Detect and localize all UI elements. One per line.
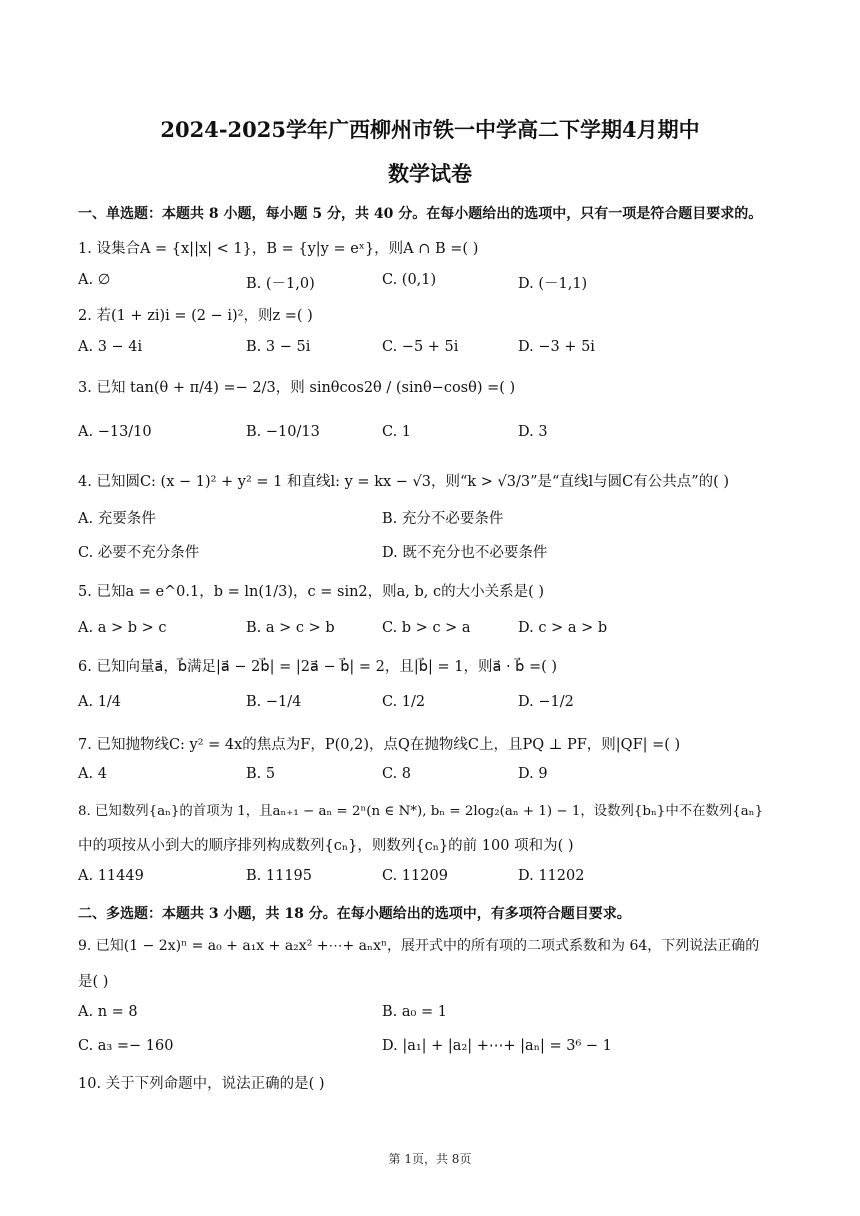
question-4-stem: 4. 已知圆C: (x − 1)² + y² = 1 和直线l: y = kx − √3，则“k > √3/3”是“直线l与圆C有公共点”的( ) [78,474,730,490]
question-6-option-c: C. 1/2 [382,694,426,710]
exam-subtitle: 数学试卷 [388,161,472,186]
question-8-option-c: C. 11209 [382,868,448,884]
question-10-stem: 10. 关于下列命题中，说法正确的是( ) [78,1076,325,1092]
question-9-option-b: B. a₀ = 1 [382,1004,447,1020]
question-4-option-a: A. 充要条件 [78,511,156,527]
question-7-option-a: A. 4 [78,766,107,782]
question-1-option-d: D. (－1,1) [518,276,588,292]
question-2-option-a: A. 3 − 4i [78,339,143,355]
question-6-option-a: A. 1/4 [78,694,122,710]
question-1-option-c: C. (0,1) [382,272,437,288]
exam-title: 2024-2025学年广西柳州市铁一中学高二下学期4月期中 [160,117,700,142]
question-2-option-d: D. −3 + 5i [518,339,595,355]
question-4-option-c: C. 必要不充分条件 [78,545,200,561]
question-5-option-a: A. a > b > c [78,620,167,636]
question-9-option-a: A. n = 8 [78,1004,138,1020]
question-3-option-a: A. −13/10 [78,424,152,440]
question-8-option-d: D. 11202 [518,868,585,884]
question-8-stem-continued: 中的项按从小到大的顺序排列构成数列{cₙ}，则数列{cₙ}的前 100 项和为( ) [78,838,574,854]
question-5-stem: 5. 已知a = e^0.1，b = ln(1/3)，c = sin2，则a, b, c的大小关系是( ) [78,584,545,600]
question-4-option-b: B. 充分不必要条件 [382,511,504,527]
question-1-option-a: A. ∅ [78,272,111,288]
question-3-option-c: C. 1 [382,424,412,440]
question-1-stem: 1. 设集合A = {x||x| < 1}，B = {y|y = eˣ}，则A ∩ B =( ) [78,241,479,257]
question-6-option-d: D. −1/2 [518,694,574,710]
question-2-stem: 2. 若(1 + zi)i = (2 − i)²，则z =( ) [78,308,313,324]
question-9-option-c: C. a₃ =− 160 [78,1038,174,1054]
question-8-stem: 8. 已知数列{aₙ}的首项为 1，且aₙ₊₁ − aₙ = 2ⁿ(n ∈ N*), bₙ = 2log₂(aₙ + 1) − 1，设数列{bₙ}中不在数列{aₙ} [78,804,764,819]
question-3-stem: 3. 已知 tan(θ + π/4) =− 2/3，则 sinθcos2θ / (sinθ−cosθ) =( ) [78,380,516,396]
question-5-option-d: D. c > a > b [518,620,608,636]
question-2-option-c: C. −5 + 5i [382,339,459,355]
question-6-stem: 6. 已知向量a⃗，b⃗满足|a⃗ − 2b⃗| = |2a⃗ − b⃗| = 2，且|b⃗| = 1，则a⃗ · b⃗ =( ) [78,659,558,675]
question-9-stem-continued: 是( ) [78,974,109,990]
question-7-stem: 7. 已知抛物线C: y² = 4x的焦点为F，P(0,2)，点Q在抛物线C上，且PQ ⊥ PF，则|QF| =( ) [78,737,681,753]
question-5-option-c: C. b > c > a [382,620,471,636]
section-multiple-choice-header: 二、多选题：本题共 3 小题，共 18 分。在每小题给出的选项中，有多项符合题目要求。 [78,906,631,922]
question-1-option-b: B. (－1,0) [246,276,315,292]
question-4-option-d: D. 既不充分也不必要条件 [382,545,548,561]
question-3-option-b: B. −10/13 [246,424,320,440]
page-footer: 第 1页，共 8页 [388,1152,472,1166]
question-5-option-b: B. a > c > b [246,620,335,636]
question-7-option-b: B. 5 [246,766,276,782]
question-9-option-d: D. |a₁| + |a₂| +⋯+ |aₙ| = 3⁶ − 1 [382,1038,612,1054]
question-8-option-b: B. 11195 [246,868,313,884]
section-single-choice-header: 一、单选题：本题共 8 小题，每小题 5 分，共 40 分。在每小题给出的选项中，只有一项是符合题目要求的。 [78,206,763,222]
question-9-stem: 9. 已知(1 − 2x)ⁿ = a₀ + a₁x + a₂x² +⋯+ aₙxⁿ，展开式中的所有项的二项式系数和为 64，下列说法正确的 [78,938,760,954]
question-6-option-b: B. −1/4 [246,694,302,710]
question-2-option-b: B. 3 − 5i [246,339,311,355]
question-8-option-a: A. 11449 [78,868,144,884]
question-3-option-d: D. 3 [518,424,548,440]
question-7-option-c: C. 8 [382,766,412,782]
question-7-option-d: D. 9 [518,766,548,782]
